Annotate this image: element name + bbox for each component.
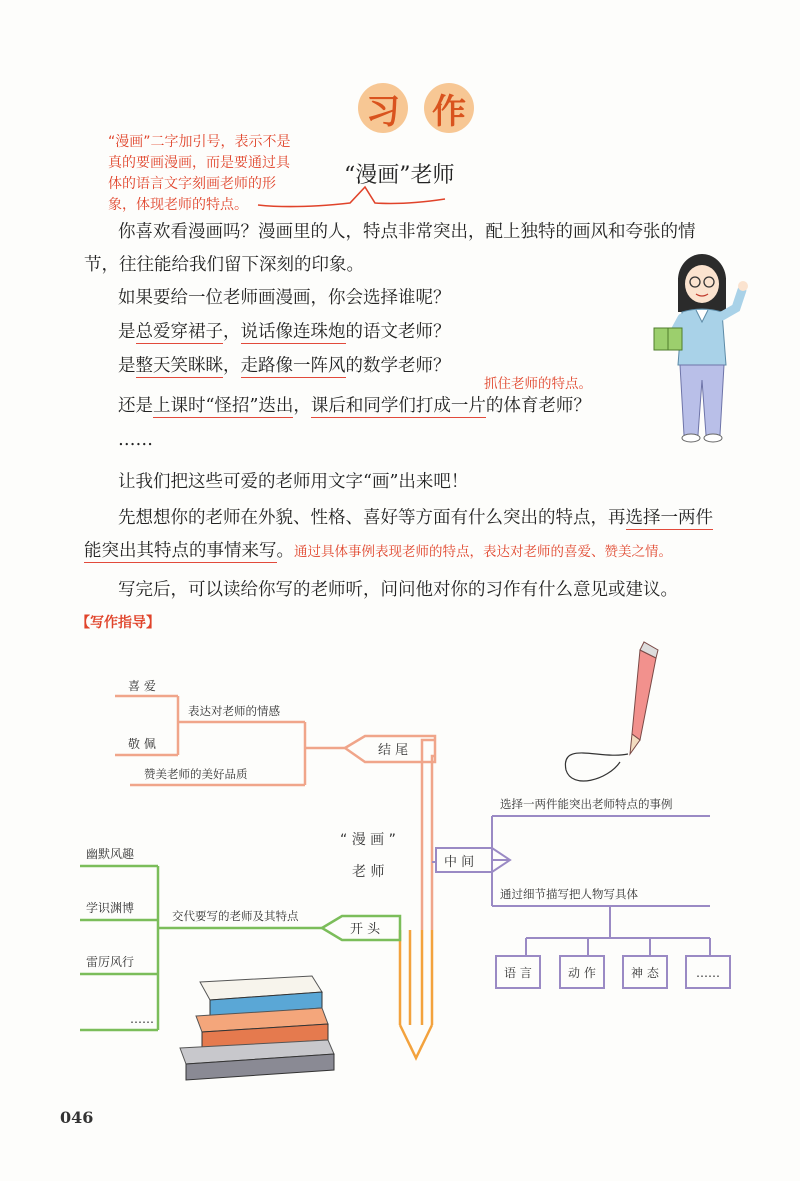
question-2 <box>118 350 451 383</box>
middle-branch-bottom: 通过细节描写把人物写具体 <box>500 887 638 901</box>
ellipsis: …… <box>118 430 153 450</box>
text-fragment: ， <box>293 396 311 416</box>
text-fragment: 还是 <box>118 396 153 416</box>
page-number: 046 <box>60 1108 94 1127</box>
title-char-2: 作 <box>424 83 474 133</box>
side-note-line: 象，体现老师的特点。 <box>108 197 248 213</box>
middle-box-label: 动 作 <box>568 966 596 980</box>
text-fragment: ， <box>223 356 241 376</box>
middle-box-label: 语 言 <box>504 966 532 980</box>
text-fragment: 的语文老师？ <box>345 322 451 342</box>
paragraph-3: 让我们把这些可爱的老师用文字“画”出来吧！ <box>118 472 469 492</box>
question-1 <box>118 316 451 349</box>
opening-item: …… <box>130 1012 154 1026</box>
opening-branch-text: 交代要写的老师及其特点 <box>172 909 299 923</box>
ending-item: 喜 爱 <box>128 679 156 693</box>
middle-box-label: …… <box>696 966 720 980</box>
writing-guide-label: 【写作指导】 <box>76 615 160 631</box>
middle-branch-top: 选择一两件能突出老师特点的事例 <box>500 797 673 811</box>
mind-map <box>60 630 760 1090</box>
text-fragment: 是 <box>118 322 136 342</box>
opening-item: 学识渊博 <box>86 901 135 915</box>
opening-item: 幽默风趣 <box>86 847 135 861</box>
side-note-line: 体的语言文字刻画老师的形 <box>108 176 276 192</box>
teacher-illustration <box>650 250 760 445</box>
opening-item: 雷厉风行 <box>86 955 135 969</box>
underlined-text: 说话像连珠炮 <box>240 322 346 342</box>
ending-label: 结 尾 <box>378 743 409 758</box>
underlined-text: 走路像一阵风 <box>240 356 346 376</box>
paragraph-2 <box>118 282 678 315</box>
paragraph-5: 写完后，可以读给你写的老师听，问问他对你的习作有什么意见或建议。 <box>118 580 678 600</box>
books-illustration <box>180 976 334 1080</box>
text-line: 节，往往能给我们留下深刻的印象。 <box>84 255 364 275</box>
subtitle-text: “漫画”老师 <box>344 163 455 188</box>
center-title-line1: “ 漫 画 ” <box>340 832 396 848</box>
side-note-line: “漫画”二字加引号，表示不是 <box>108 134 291 150</box>
text-fragment: 的数学老师？ <box>345 356 451 376</box>
underlined-text: 整天笑眯眯 <box>135 356 223 376</box>
pencil-shape <box>400 930 432 1058</box>
underlined-text: 选择一两件 <box>625 508 713 528</box>
pencil-icon <box>565 642 658 781</box>
side-note-line: 真的要画漫画，而是要通过具 <box>108 155 290 171</box>
underlined-text: 总爱穿裙子 <box>135 322 223 342</box>
ending-item: 敬 佩 <box>128 737 156 751</box>
opening-label: 开 头 <box>350 922 381 937</box>
teacher-trait-note: 抓住老师的特点。 <box>484 376 592 392</box>
text-line: 你喜欢看漫画吗？漫画里的人，特点非常突出，配上独特的画风和夸张的情 <box>118 222 696 242</box>
text-fragment: 的体育老师？ <box>485 396 591 416</box>
text-fragment: 是 <box>118 356 136 376</box>
subtitle-arrow <box>255 175 455 215</box>
example-note: 通过具体事例表现老师的特点，表达对老师的喜爱、赞美之情。 <box>294 544 672 560</box>
underlined-text: 能突出其特点的事情来写 <box>84 541 277 561</box>
text-line <box>118 502 768 535</box>
text-line: 如果要给一位老师画漫画，你会选择谁呢？ <box>118 288 451 308</box>
middle-label: 中 间 <box>444 855 475 870</box>
title-char-1: 习 <box>358 83 408 133</box>
text-fragment: 。 <box>276 541 294 561</box>
ending-branch-bottom: 赞美老师的美好品质 <box>144 767 248 781</box>
text-fragment: ， <box>223 322 241 342</box>
middle-box-label: 神 态 <box>631 966 659 980</box>
middle-branch <box>432 816 730 988</box>
ending-branch <box>115 696 435 930</box>
text-fragment: 先想想你的老师在外貌、性格、喜好等方面有什么突出的特点，再 <box>118 508 626 528</box>
question-3 <box>118 390 591 423</box>
text-line <box>84 535 768 569</box>
underlined-text: 课后和同学们打成一片 <box>310 396 486 416</box>
underlined-text: 上课时“怪招”迭出 <box>153 396 294 416</box>
center-title-line2: 老 师 <box>352 864 385 880</box>
paragraph-4 <box>84 502 768 569</box>
ending-branch-top: 表达对老师的情感 <box>188 704 280 718</box>
